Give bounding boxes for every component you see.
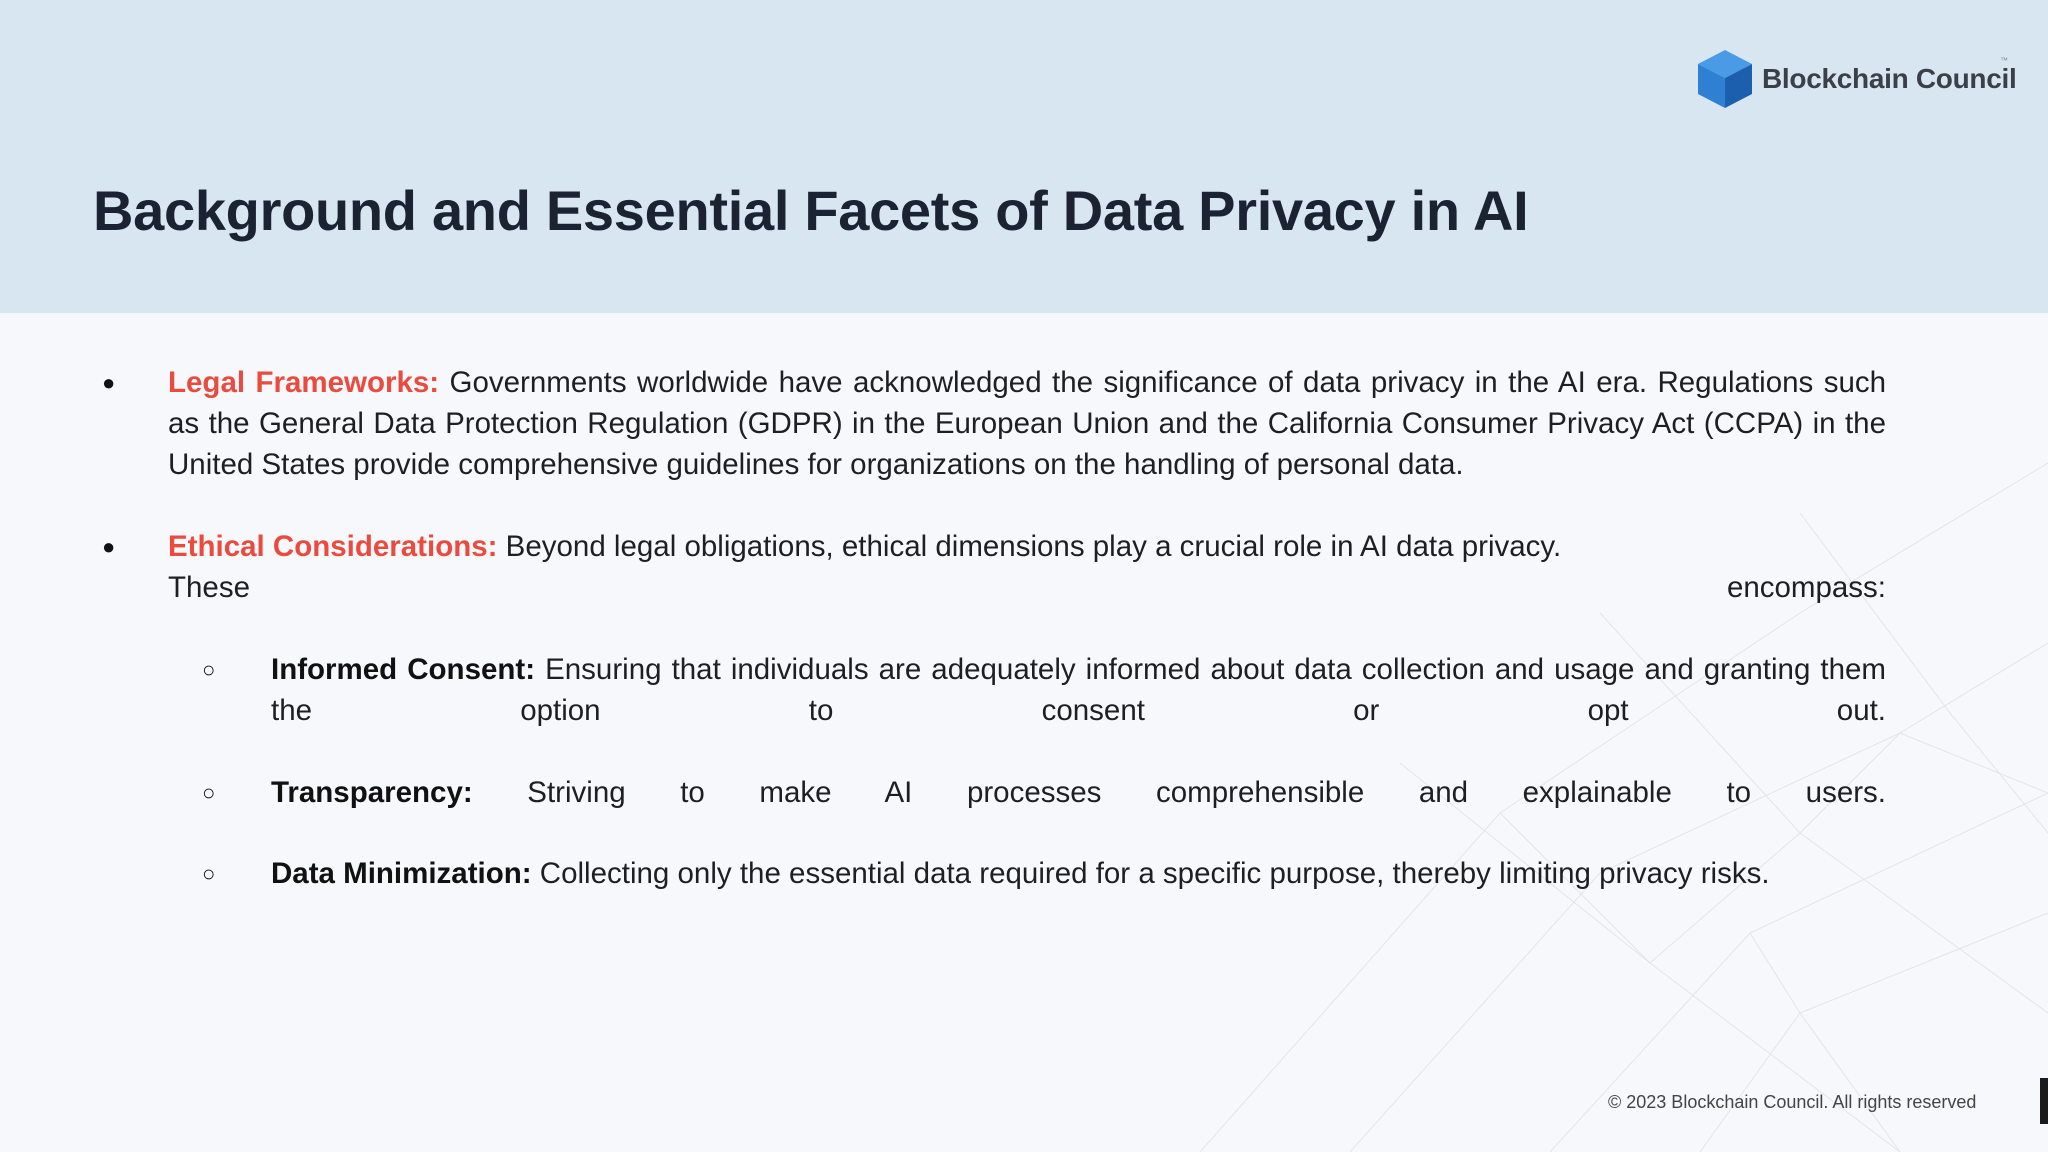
copyright-footer: © 2023 Blockchain Council. All rights reserved (1608, 1092, 1977, 1112)
trademark-symbol: ™ (2000, 56, 2008, 65)
corner-mark (2040, 1078, 2048, 1124)
data-minimization-text: Collecting only the essential data required for a specific purpose, thereby limiting privacy risks. (531, 857, 1770, 890)
ethical-line2-left: These (168, 571, 250, 604)
sub-bullet-circle: ○ (202, 861, 216, 886)
informed-consent-label: Informed Consent: (271, 653, 536, 686)
legal-frameworks-label: Legal Frameworks: (168, 366, 440, 399)
slide-title: Background and Essential Facets of Data Privacy in AI (93, 179, 1529, 242)
ethical-considerations-line2 (168, 567, 1886, 608)
ethical-line2-right: encompass: (1726, 571, 1886, 604)
informed-consent-text: Ensuring that individuals are adequately informed about data collection and usage and granting them the option to consent or opt out. (271, 653, 1886, 727)
ethical-considerations-line1 (168, 526, 1886, 567)
brand-name: Blockchain Council (1762, 63, 2017, 94)
data-minimization-paragraph (271, 853, 1911, 894)
transparency-paragraph (271, 772, 1886, 813)
data-minimization-label: Data Minimization: (271, 857, 532, 890)
sub-bullet-circle: ○ (202, 780, 216, 805)
bullet-dot: ● (102, 370, 116, 395)
ethical-considerations-text: Beyond legal obligations, ethical dimensions play a crucial role in AI data privacy. (497, 530, 1562, 563)
bullet-dot: ● (102, 534, 116, 559)
transparency-label: Transparency: (271, 776, 473, 809)
ethical-considerations-label: Ethical Considerations: (168, 530, 498, 563)
transparency-text: Striving to make AI processes comprehensible and explainable to users. (472, 776, 1886, 809)
legal-frameworks-paragraph (168, 362, 1886, 485)
informed-consent-paragraph (271, 649, 1886, 731)
sub-bullet-circle: ○ (202, 657, 216, 682)
legal-frameworks-text: Governments worldwide have acknowledged the significance of data privacy in the AI era. Regulations such as the General Data Protection Regulation (GDPR) in the European Union and the California Consumer Privacy Act (CCPA) in the United States provide comprehensive guidelines for organizations on the handling of personal data. (168, 366, 1887, 481)
